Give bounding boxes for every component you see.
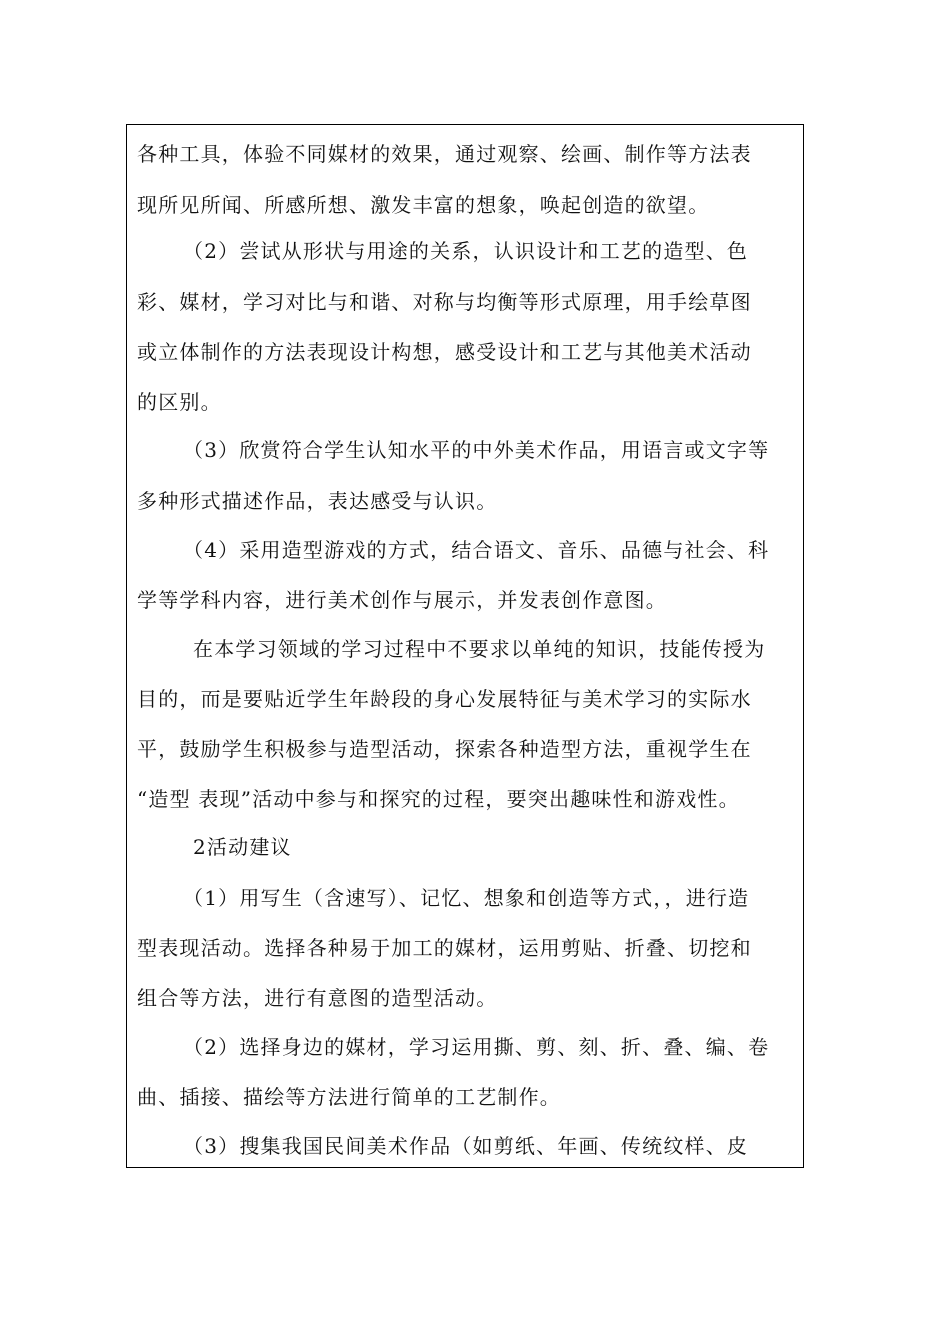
text-line: 组合等方法，进行有意图的造型活动。 bbox=[137, 986, 498, 1010]
text-line: （3）欣赏符合学生认知水平的中外美术作品，用语言或文字等 bbox=[183, 438, 770, 462]
text-line: （2）尝试从形状与用途的关系，认识设计和工艺的造型、色 bbox=[183, 239, 749, 263]
text-line: （3）搜集我国民间美术作品（如剪纸、年画、传统纹样、皮 bbox=[183, 1134, 749, 1158]
text-line: 学等学科内容，进行美术创作与展示，并发表创作意图。 bbox=[137, 588, 667, 612]
section-heading: 2活动建议 bbox=[193, 835, 292, 859]
text-line: 多种形式描述作品，表达感受与认识。 bbox=[137, 489, 498, 513]
text-line: （2）选择身边的媒材，学习运用撕、剪、刻、折、叠、编、卷 bbox=[183, 1035, 770, 1059]
text-line: “造型 表现”活动中参与和探究的过程，要突出趣味性和游戏性。 bbox=[137, 787, 740, 811]
text-line: （1）用写生（含速写）、记忆、想象和创造等方式，，进行造 bbox=[183, 886, 750, 910]
text-line: 型表现活动。选择各种易于加工的媒材，运用剪贴、折叠、切挖和 bbox=[137, 936, 752, 960]
text-line: 目的，而是要贴近学生年龄段的身心发展特征与美术学习的实际水 bbox=[137, 687, 752, 711]
text-line: 各种工具，体验不同媒材的效果，通过观察、绘画、制作等方法表 bbox=[137, 142, 752, 166]
document-table-cell bbox=[126, 124, 804, 1168]
text-line: 现所见所闻、所感所想、激发丰富的想象，唤起创造的欲望。 bbox=[137, 193, 710, 217]
text-line: （4）采用造型游戏的方式，结合语文、音乐、品德与社会、科 bbox=[183, 538, 770, 562]
text-line: 曲、插接、描绘等方法进行简单的工艺制作。 bbox=[137, 1085, 561, 1109]
text-line: 在本学习领域的学习过程中不要求以单纯的知识，技能传授为 bbox=[193, 637, 766, 661]
text-line: 平，鼓励学生积极参与造型活动，探索各种造型方法，重视学生在 bbox=[137, 737, 752, 761]
text-line: 或立体制作的方法表现设计构想，感受设计和工艺与其他美术活动 bbox=[137, 340, 752, 364]
text-line: 的区别。 bbox=[137, 390, 222, 414]
text-line: 彩、媒材，学习对比与和谐、对称与均衡等形式原理，用手绘草图 bbox=[137, 290, 752, 314]
